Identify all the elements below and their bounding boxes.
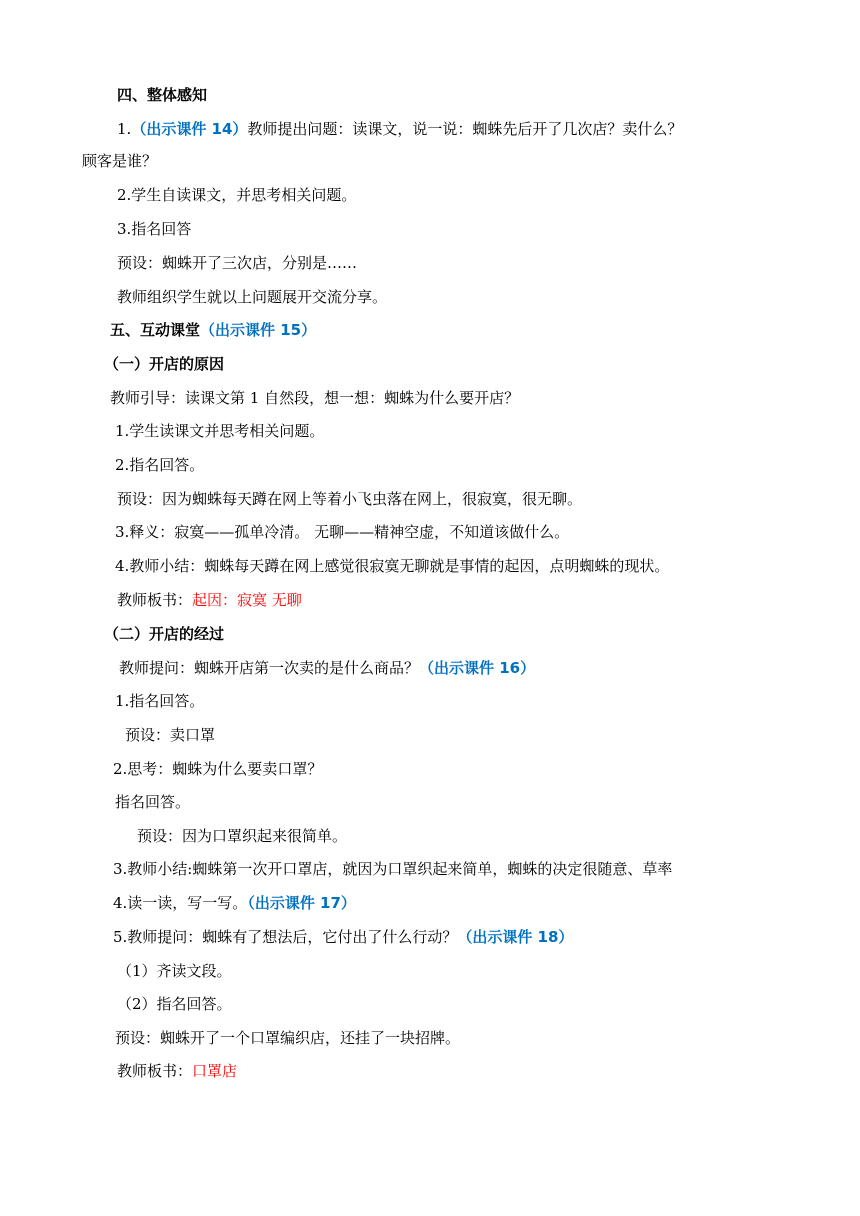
subsection-2-preset-2: 预设：因为口罩织起来很简单。 (137, 827, 348, 845)
item-text: 4.读一读，写一写。 (113, 894, 248, 912)
subsection-2-sub-a: （1）齐读文段。 (117, 962, 232, 980)
subsection-1-board (117, 590, 302, 610)
board-value: 口罩店 (192, 1062, 238, 1080)
subsection-2-board (117, 1061, 237, 1081)
subsection-2-item-4 (113, 893, 356, 913)
section-4-item-2: 2.学生自读课文，并思考相关问题。 (117, 186, 357, 204)
subsection-1-item-3: 3.释义：寂寞——孤单冷清。 无聊——精神空虚，不知道该做什么。 (115, 523, 570, 541)
subsection-2-item-3: 3.教师小结:蜘蛛第一次开口罩店，就因为口罩织起来简单，蜘蛛的决定很随意、草率 (113, 860, 673, 878)
subsection-2-heading: （二）开店的经过 (104, 625, 225, 643)
subsection-1-item-4: 4.教师小结：蜘蛛每天蹲在网上感觉很寂寞无聊就是事情的起因，点明蜘蛛的现状。 (115, 557, 670, 575)
subsection-1-preset: 预设：因为蜘蛛每天蹲在网上等着小飞虫落在网上，很寂寞，很无聊。 (117, 490, 583, 508)
courseware-tag: （出示课件 18） (457, 928, 574, 946)
heading-text: 五、互动课堂 (110, 321, 201, 339)
board-label: 教师板书： (117, 591, 193, 609)
subsection-1-item-1: 1.学生读课文并思考相关问题。 (115, 422, 325, 440)
item-number: 1. (117, 120, 132, 138)
section-4-item-1 (117, 119, 682, 139)
section-4-item-1-continued: 顾客是谁？ (82, 152, 158, 170)
section-5-heading (110, 320, 316, 340)
subsection-2-item-2: 2.思考：蜘蛛为什么要卖口罩？ (113, 760, 323, 778)
question-text: 教师提问：蜘蛛开店第一次卖的是什么商品？ (119, 659, 420, 677)
courseware-tag: （出示课件 15） (200, 321, 317, 339)
section-4-heading: 四、整体感知 (117, 86, 208, 104)
board-label: 教师板书： (117, 1062, 193, 1080)
subsection-2-question (119, 658, 535, 678)
item-text: 5.教师提问：蜘蛛有了想法后，它付出了什么行动？ (113, 928, 458, 946)
subsection-2-sub-b: （2）指名回答。 (117, 995, 232, 1013)
section-4-teacher-note: 教师组织学生就以上问题展开交流分享。 (117, 288, 388, 306)
board-value: 起因：寂寞 无聊 (192, 591, 302, 609)
subsection-2-item-1: 1.指名回答。 (115, 692, 205, 710)
section-4-item-3: 3.指名回答 (117, 220, 192, 238)
courseware-tag: （出示课件 14） (131, 120, 248, 138)
subsection-1-heading: （一）开店的原因 (104, 355, 225, 373)
subsection-2-preset-3: 预设：蜘蛛开了一个口罩编织店，还挂了一块招牌。 (115, 1029, 461, 1047)
item-text: 教师提出问题：读课文，说一说：蜘蛛先后开了几次店？卖什么？ (247, 120, 683, 138)
subsection-2-answer: 指名回答。 (115, 793, 191, 811)
subsection-1-guide: 教师引导：读课文第 1 自然段，想一想：蜘蛛为什么要开店？ (110, 389, 520, 407)
courseware-tag: （出示课件 16） (419, 659, 536, 677)
subsection-2-item-5 (113, 927, 573, 947)
subsection-1-item-2: 2.指名回答。 (115, 456, 205, 474)
section-4-preset: 预设：蜘蛛开了三次店，分别是…… (117, 254, 358, 272)
courseware-tag: （出示课件 17） (247, 894, 356, 912)
subsection-2-preset-1: 预设：卖口罩 (125, 726, 216, 744)
